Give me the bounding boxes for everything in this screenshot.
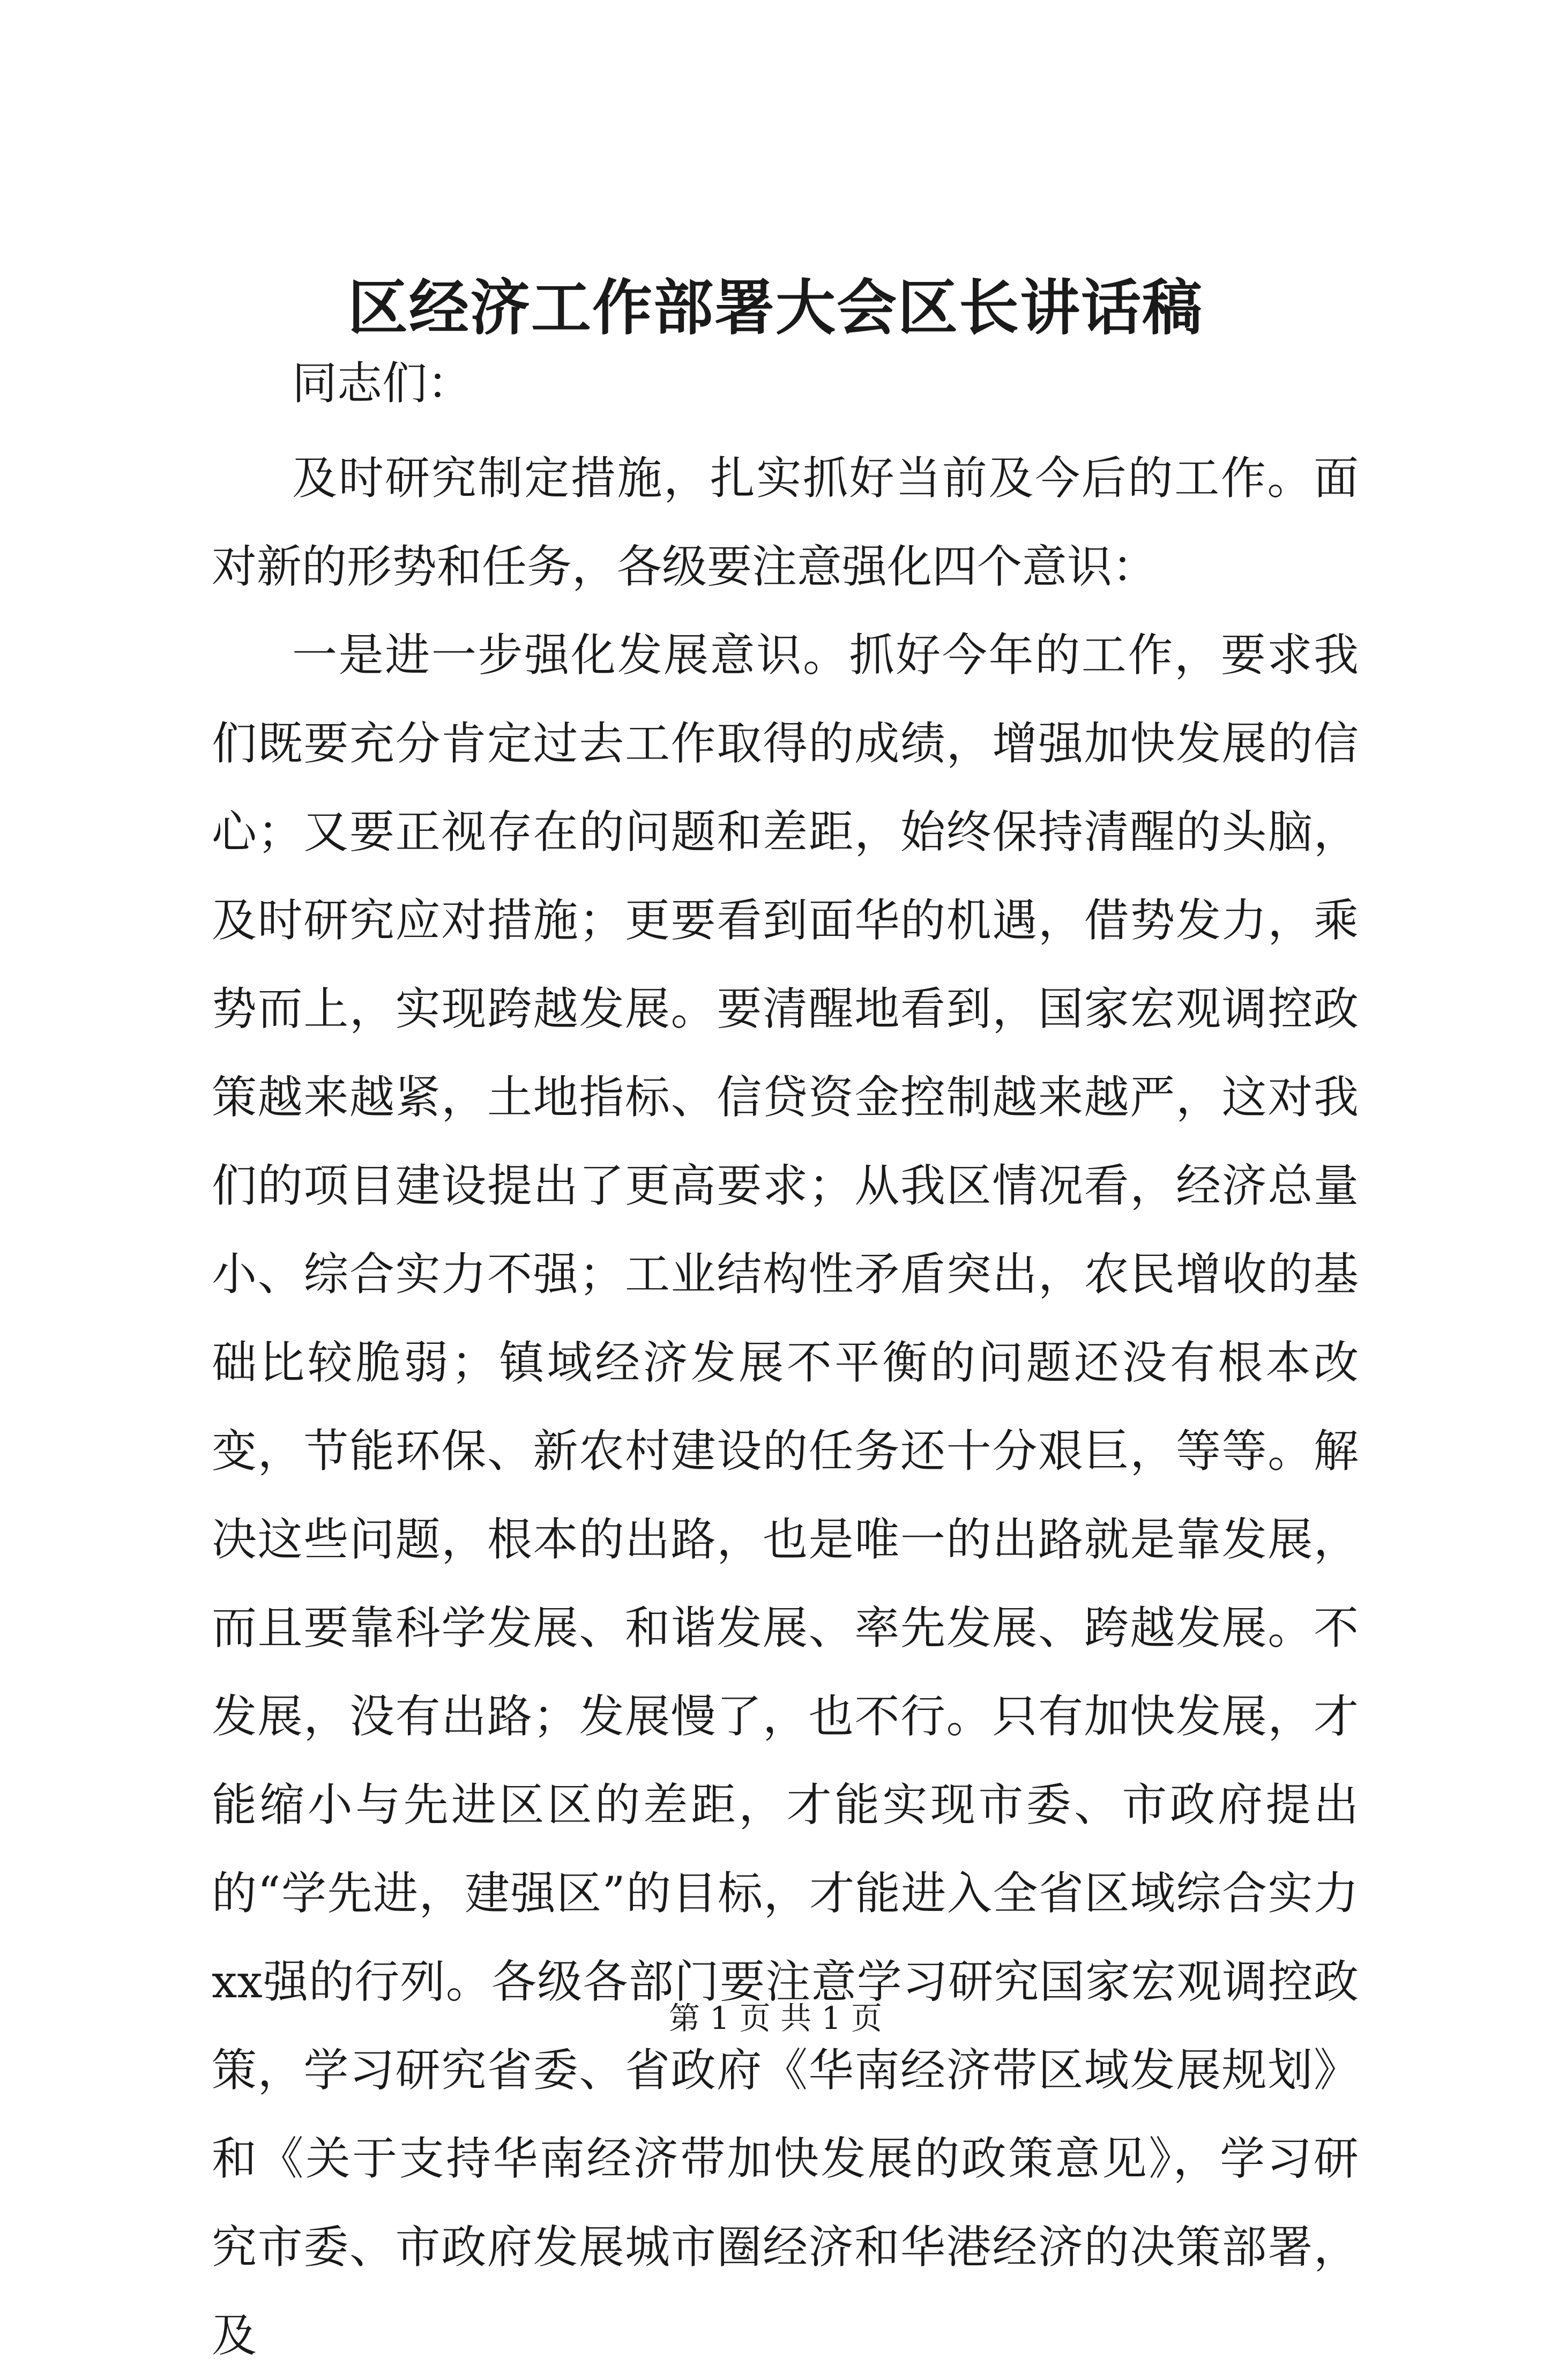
document-title: 区经济工作部署大会区长讲话稿 <box>348 273 1203 343</box>
paragraph-development-awareness: 一是进一步强化发展意识。抓好今年的工作，要求我们既要充分肯定过去工作取得的成绩，增强加快发展的信心；又要正视存在的问题和差距，始终保持清醒的头脑，及时研究应对措施；更要看到面华的机遇，借势发力，乘势而上，实现跨越发展。要清醒地看到，国家宏观调控政策越来越紧，土地指标、信贷资金控制越来越严，这对我们的项目建设提出了更高要求；从我区情况看，经济总量小、综合实力不强；工业结构性矛盾突出，农民增收的基础比较脆弱；镇域经济发展不平衡的问题还没有根本改变，节能环保、新农村建设的任务还十分艰巨，等等。解决这些问题，根本的出路，也是唯一的出路就是靠发展，而且要靠科学发展、和谐发展、率先发展、跨越发展。不发展，没有出路；发展慢了，也不行。只有加快发展，才能缩小与先进区区的差距，才能实现市委、市政府提出的“学先进，建强区”的目标，才能进入全省区域综合实力xx强的行列。各级各部门要注意学习研究国家宏观调控政策，学习研究省委、省政府《华南经济带区域发展规划》和《关于支持华南经济带加快发展的政策意见》，学习研究市委、市政府发展城市圈经济和华港经济的决策部署，及 <box>212 629 1359 2362</box>
document-body <box>212 434 1359 2380</box>
page-number-footer: 第 1 页 共 1 页 <box>669 2000 882 2036</box>
paragraph-intro: 及时研究制定措施，扎实抓好当前及今后的工作。面对新的形势和任务，各级要注意强化四个意识： <box>212 452 1359 593</box>
salutation: 同志们： <box>292 357 473 410</box>
